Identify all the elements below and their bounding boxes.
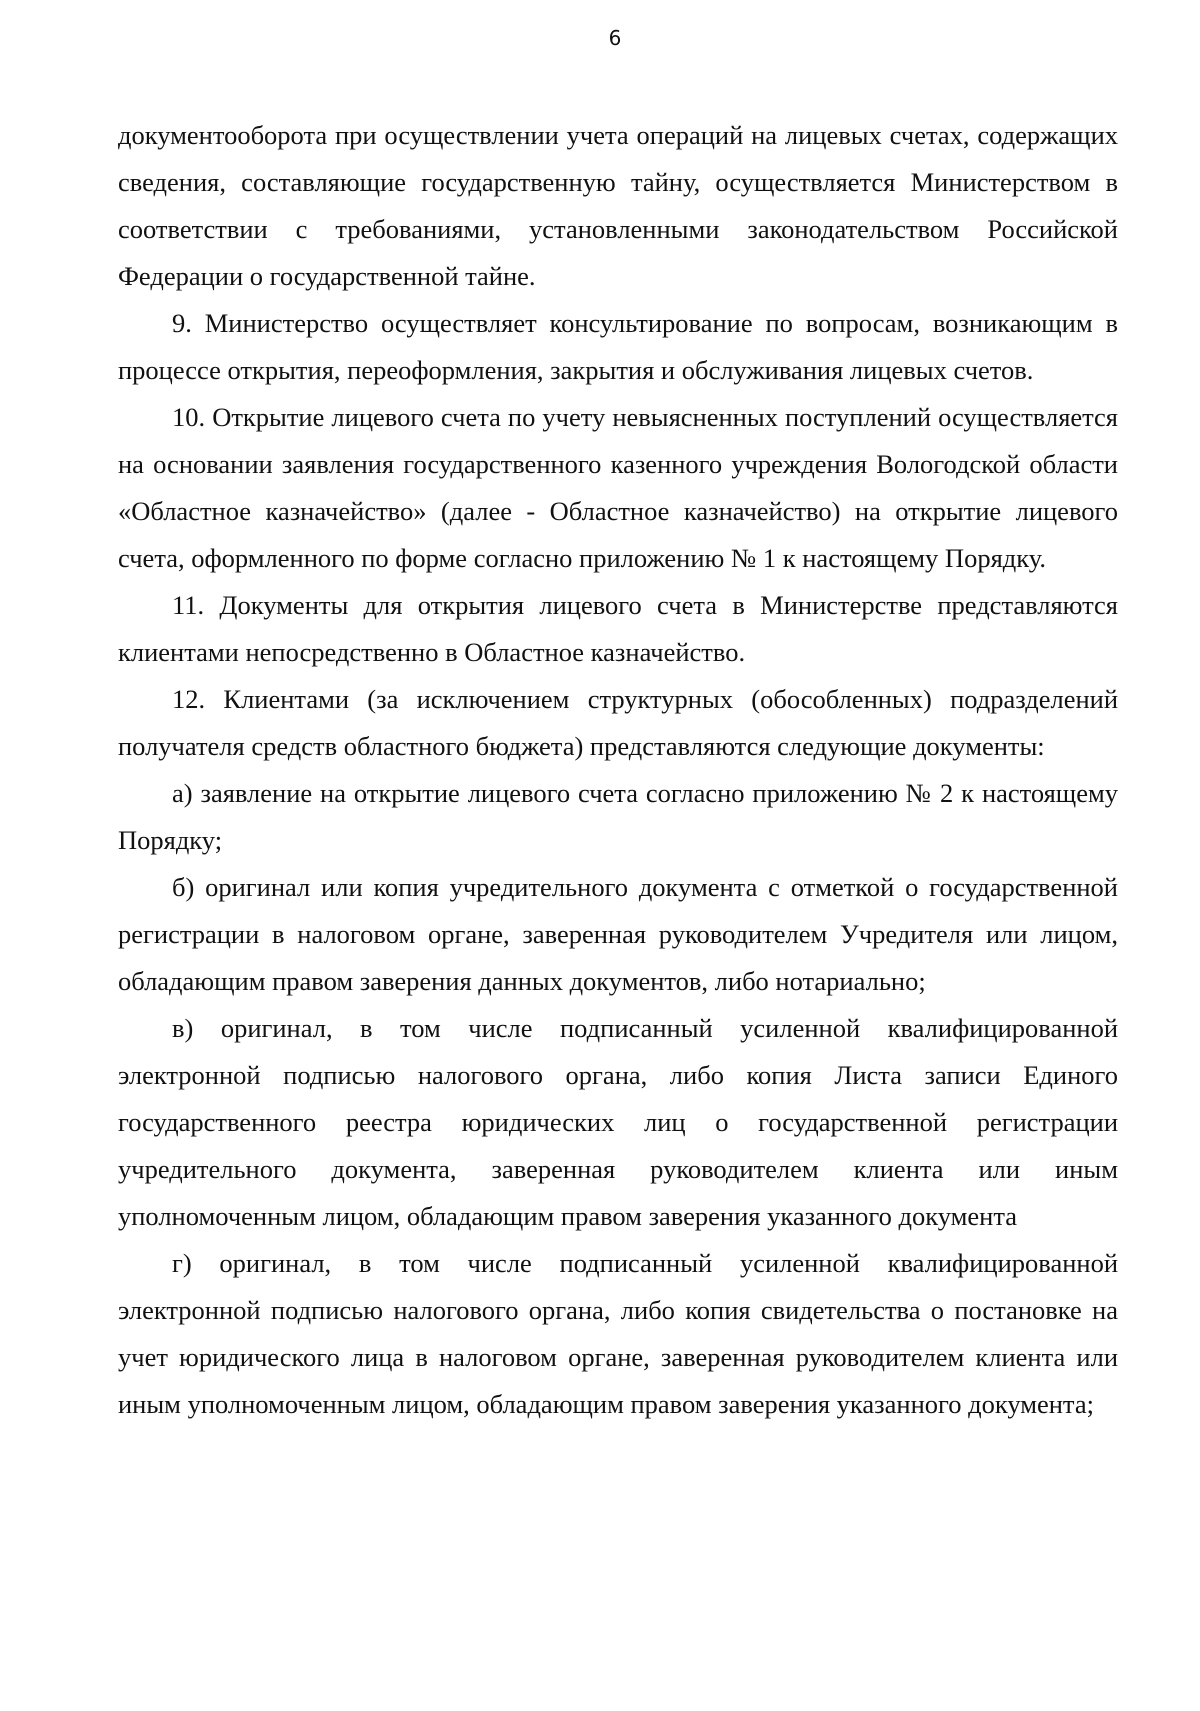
list-item-v: в) оригинал, в том числе подписанный усиленной квалифицированной электронной подписью налогового органа, либо копия Листа записи Единого государственного реестра юридических лиц о государственной регистрации учредительного документа, заверенная руководителем клиента или иным уполномоченным лицом, обладающим правом заверения указанного документа — [118, 1013, 1118, 1231]
paragraph-11: 11. Документы для открытия лицевого счета в Министерстве представляются клиентами непосредственно в Областное казначейство. — [118, 590, 1118, 667]
paragraph-continuation: документооборота при осуществлении учета операций на лицевых счетах, содержащих сведения, составляющие государственную тайну, осуществляется Министерством в соответствии с требованиями, установленными законодательством Российской Федерации о государственной тайне. — [118, 120, 1118, 291]
list-item-g: г) оригинал, в том числе подписанный усиленной квалифицированной электронной подписью налогового органа, либо копия свидетельства о постановке на учет юридического лица в налоговом органе, заверенная руководителем клиента или иным уполномоченным лицом, обладающим правом заверения указанного документа; — [118, 1248, 1118, 1419]
paragraph-10: 10. Открытие лицевого счета по учету невыясненных поступлений осуществляется на основании заявления государственного казенного учреждения Вологодской области «Областное казначейство» (далее - Областное казначейство) на открытие лицевого счета, оформленного по форме согласно приложению № 1 к настоящему Порядку. — [118, 402, 1118, 573]
list-item-a: а) заявление на открытие лицевого счета согласно приложению № 2 к настоящему Порядку; — [118, 778, 1118, 855]
paragraph-12: 12. Клиентами (за исключением структурных (обособленных) подразделений получателя средств областного бюджета) представляются следующие документы: — [118, 684, 1118, 761]
paragraph-9: 9. Министерство осуществляет консультирование по вопросам, возникающим в процессе открытия, переоформления, закрытия и обслуживания лицевых счетов. — [118, 308, 1118, 385]
page-number: 6 — [608, 26, 622, 50]
document-body — [118, 112, 1118, 1428]
list-item-b: б) оригинал или копия учредительного документа с отметкой о государственной регистрации в налоговом органе, заверенная руководителем Учредителя или лицом, обладающим правом заверения данных документов, либо нотариально; — [118, 872, 1118, 996]
